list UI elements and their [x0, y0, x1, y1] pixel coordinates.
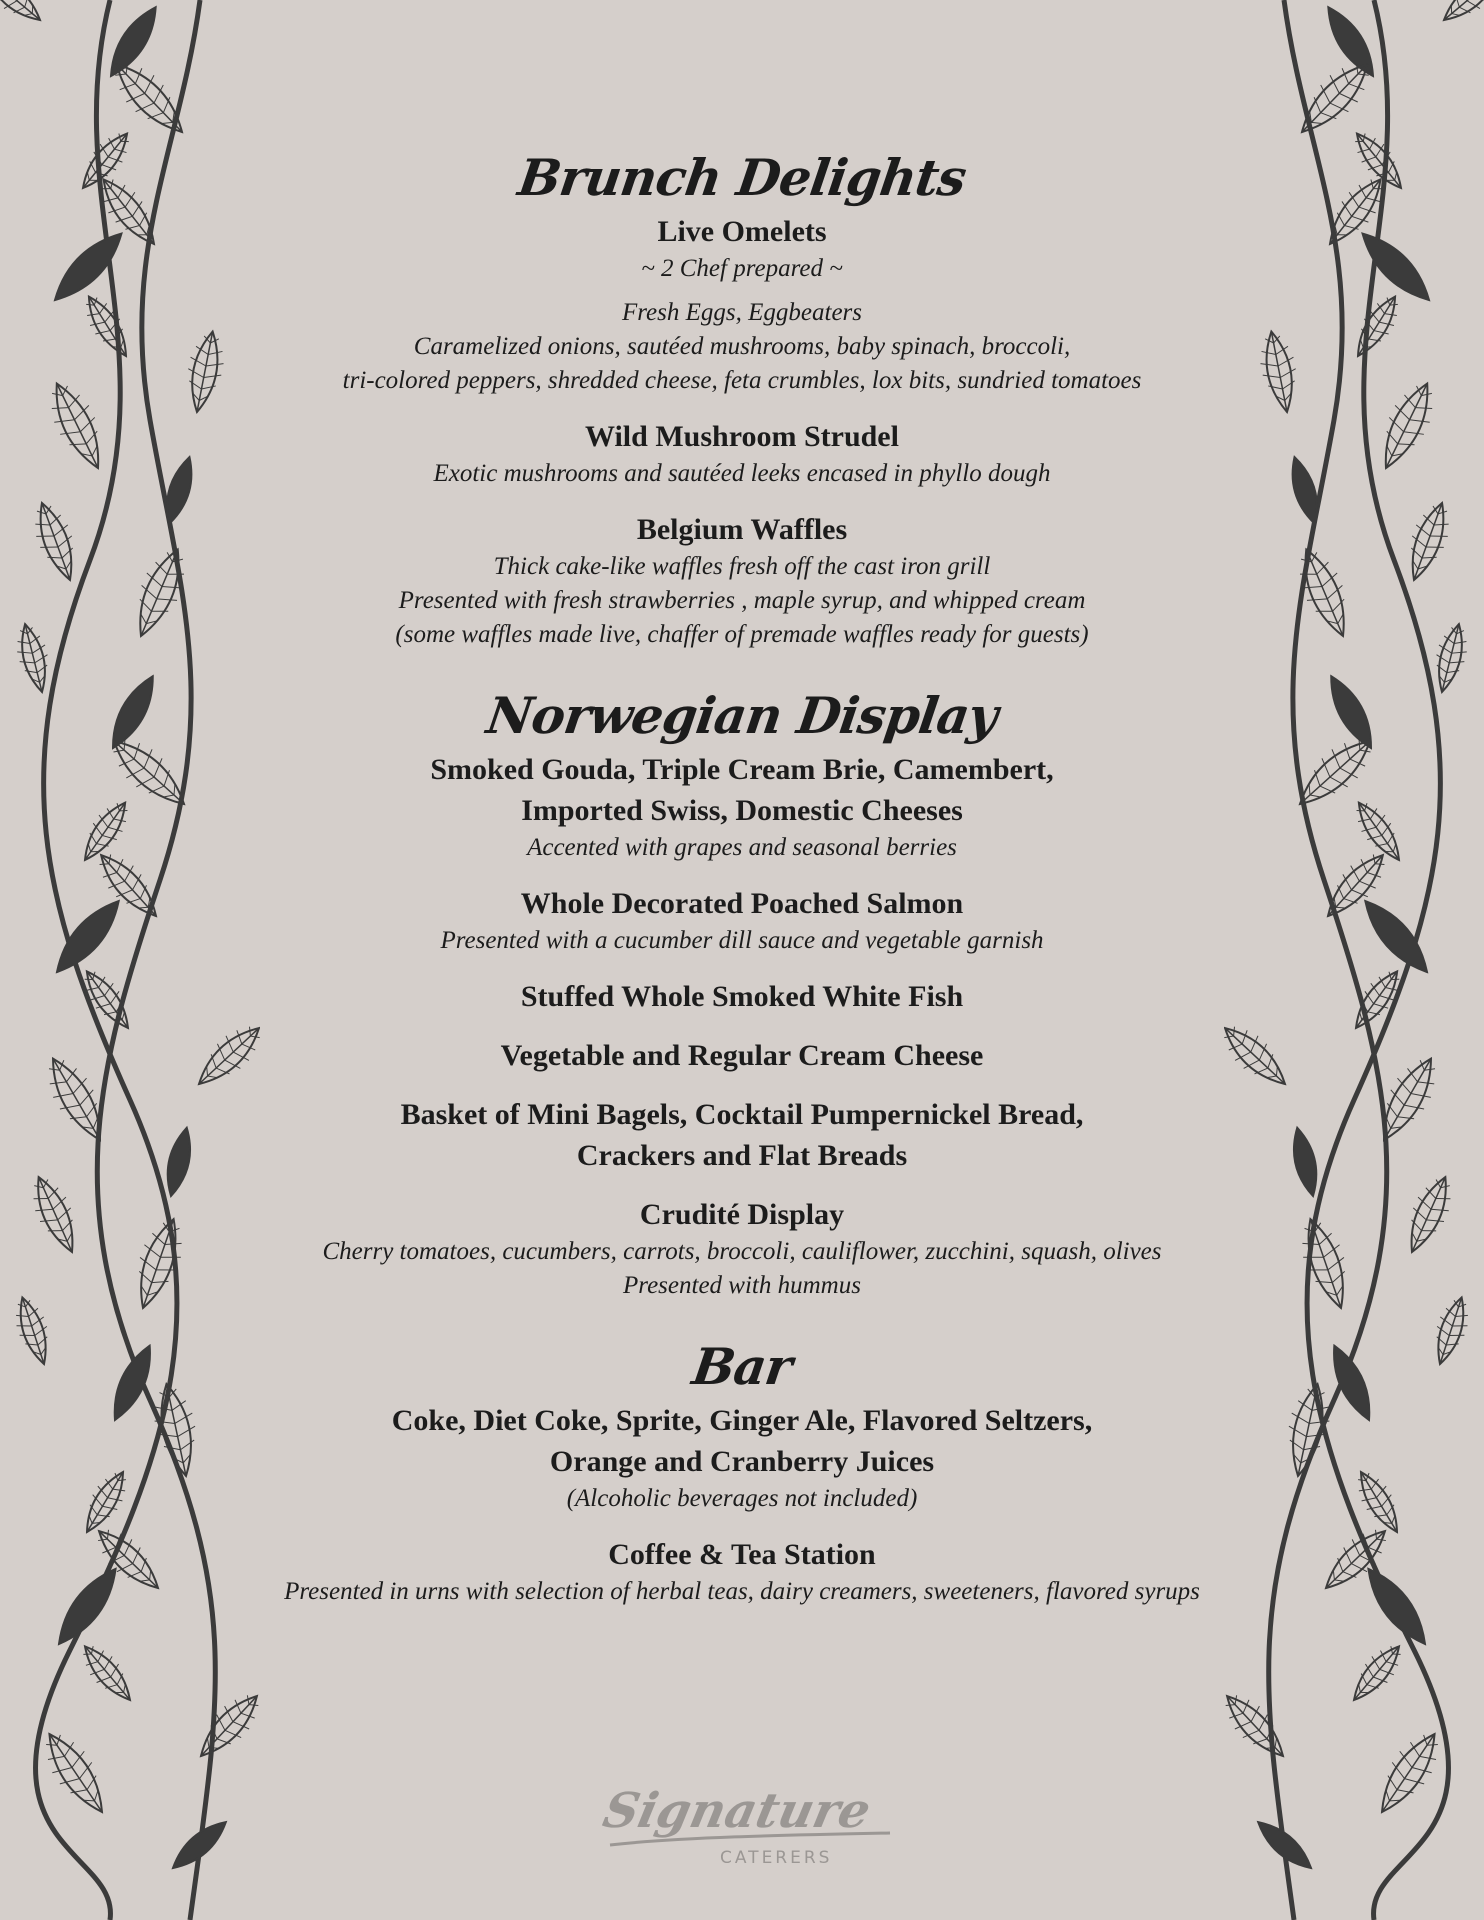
menu-item-bagels-breads	[240, 1094, 1244, 1176]
leaf	[1292, 1213, 1359, 1314]
item-desc: (Alcoholic beverages not included)	[566, 1485, 918, 1512]
leaf	[1255, 328, 1304, 415]
leaf	[1287, 727, 1383, 819]
vine-stem	[1307, 0, 1449, 1920]
leaf	[23, 1170, 87, 1259]
menu-content	[240, 150, 1244, 1645]
item-desc: Exotic mushrooms and sautéed leeks encased in phyllo dough	[433, 460, 1051, 487]
item-desc: Presented with a cucumber dill sauce and vegetable garnish	[440, 927, 1044, 954]
section-title: Bar	[688, 1337, 796, 1396]
menu-item-cream-cheese	[240, 1035, 1244, 1076]
leaf	[26, 497, 86, 586]
item-name: Imported Swiss, Domestic Cheeses	[521, 794, 963, 827]
item-name: Crudité Display	[639, 1198, 845, 1231]
leaf	[1366, 1723, 1450, 1822]
item-desc: Presented in urns with selection of herbal teas, dairy creamers, sweeteners, flavored syrups	[284, 1578, 1200, 1605]
leaf	[181, 328, 230, 415]
item-name: Vegetable and Regular Cream Cheese	[500, 1039, 984, 1072]
leaf	[1428, 621, 1473, 696]
leaf	[33, 1723, 117, 1822]
section-norwegian-display	[240, 688, 1244, 1303]
leaf	[101, 727, 197, 819]
item-desc: Fresh Eggs, Eggbeaters	[621, 299, 862, 326]
leaf	[9, 1293, 58, 1368]
leaf	[1397, 1170, 1461, 1259]
logo-script-text: Signature	[598, 1782, 876, 1839]
section-bar	[240, 1339, 1244, 1609]
menu-item-crudite-display	[240, 1194, 1244, 1303]
item-desc: Presented with hummus	[623, 1272, 861, 1299]
left-vine-decoration	[0, 0, 260, 1920]
item-name: Whole Decorated Poached Salmon	[520, 887, 964, 920]
item-desc: Thick cake-like waffles fresh off the cast iron grill	[493, 553, 991, 580]
leaf	[1288, 1126, 1323, 1199]
leaf	[1398, 497, 1458, 586]
leaf	[1369, 375, 1445, 476]
leaf	[39, 375, 115, 476]
item-name: Belgium Waffles	[636, 513, 848, 546]
menu-item-wild-mushroom-strudel	[240, 416, 1244, 491]
menu-item-smoked-white-fish	[240, 976, 1244, 1017]
item-name: Smoked Gouda, Triple Cream Brie, Camembert,	[430, 753, 1054, 786]
leaf	[161, 1126, 196, 1199]
item-name: Coke, Diet Coke, Sprite, Ginger Ale, Flavored Seltzers,	[391, 1404, 1093, 1437]
leaf	[1224, 1685, 1295, 1768]
menu-item-live-omelets	[240, 211, 1244, 398]
item-desc: Cherry tomatoes, cucumbers, carrots, broccoli, cauliflower, zucchini, squash, olives	[322, 1238, 1162, 1265]
leaf	[0, 0, 49, 31]
item-name: Wild Mushroom Strudel	[585, 420, 899, 453]
item-desc: (some waffles made live, chaffer of premade waffles ready for guests)	[395, 621, 1089, 648]
leaf	[1426, 1293, 1475, 1368]
leaf	[125, 1213, 192, 1314]
right-vine-decoration	[1224, 0, 1484, 1920]
item-name: Stuffed Whole Smoked White Fish	[520, 980, 964, 1013]
leaf	[48, 1561, 126, 1652]
leaf	[189, 1685, 260, 1768]
leaf	[1346, 289, 1407, 364]
section-brunch-delights	[240, 150, 1244, 652]
menu-item-poached-salmon	[240, 883, 1244, 958]
leaf	[74, 1637, 141, 1709]
item-name: Live Omelets	[657, 215, 827, 248]
logo-sub-text: CATERERS	[720, 1848, 833, 1868]
leaf	[77, 289, 138, 364]
leaf	[1435, 0, 1484, 31]
item-desc: Caramelized onions, sautéed mushrooms, baby spinach, broccoli,	[413, 333, 1071, 360]
leaf	[1358, 1561, 1436, 1652]
menu-item-soft-drinks	[240, 1400, 1244, 1516]
leaf	[103, 671, 163, 754]
leaf	[11, 621, 56, 696]
signature-caterers-logo	[590, 1775, 900, 1870]
item-name: Coffee & Tea Station	[608, 1538, 876, 1571]
item-desc: Accented with grapes and seasonal berries	[527, 834, 957, 861]
menu-item-coffee-tea-station	[240, 1534, 1244, 1609]
item-name: Crackers and Flat Breads	[576, 1139, 908, 1172]
menu-item-cheeses	[240, 749, 1244, 865]
item-desc: tri-colored peppers, shredded cheese, feta crumbles, lox bits, sundried tomatoes	[342, 367, 1142, 394]
section-title: Norwegian Display	[483, 686, 1001, 745]
vine-stem	[35, 0, 177, 1920]
item-desc: ~ 2 Chef prepared ~	[641, 255, 843, 282]
leaf	[1343, 1637, 1410, 1709]
leaf	[1321, 671, 1381, 754]
item-name: Orange and Cranberry Juices	[549, 1445, 935, 1478]
section-title: Brunch Delights	[514, 148, 970, 207]
menu-item-belgium-waffles	[240, 509, 1244, 652]
item-desc: Presented with fresh strawberries , maple syrup, and whipped cream	[398, 587, 1086, 614]
item-name: Basket of Mini Bagels, Cocktail Pumpernickel Bread,	[400, 1098, 1084, 1131]
